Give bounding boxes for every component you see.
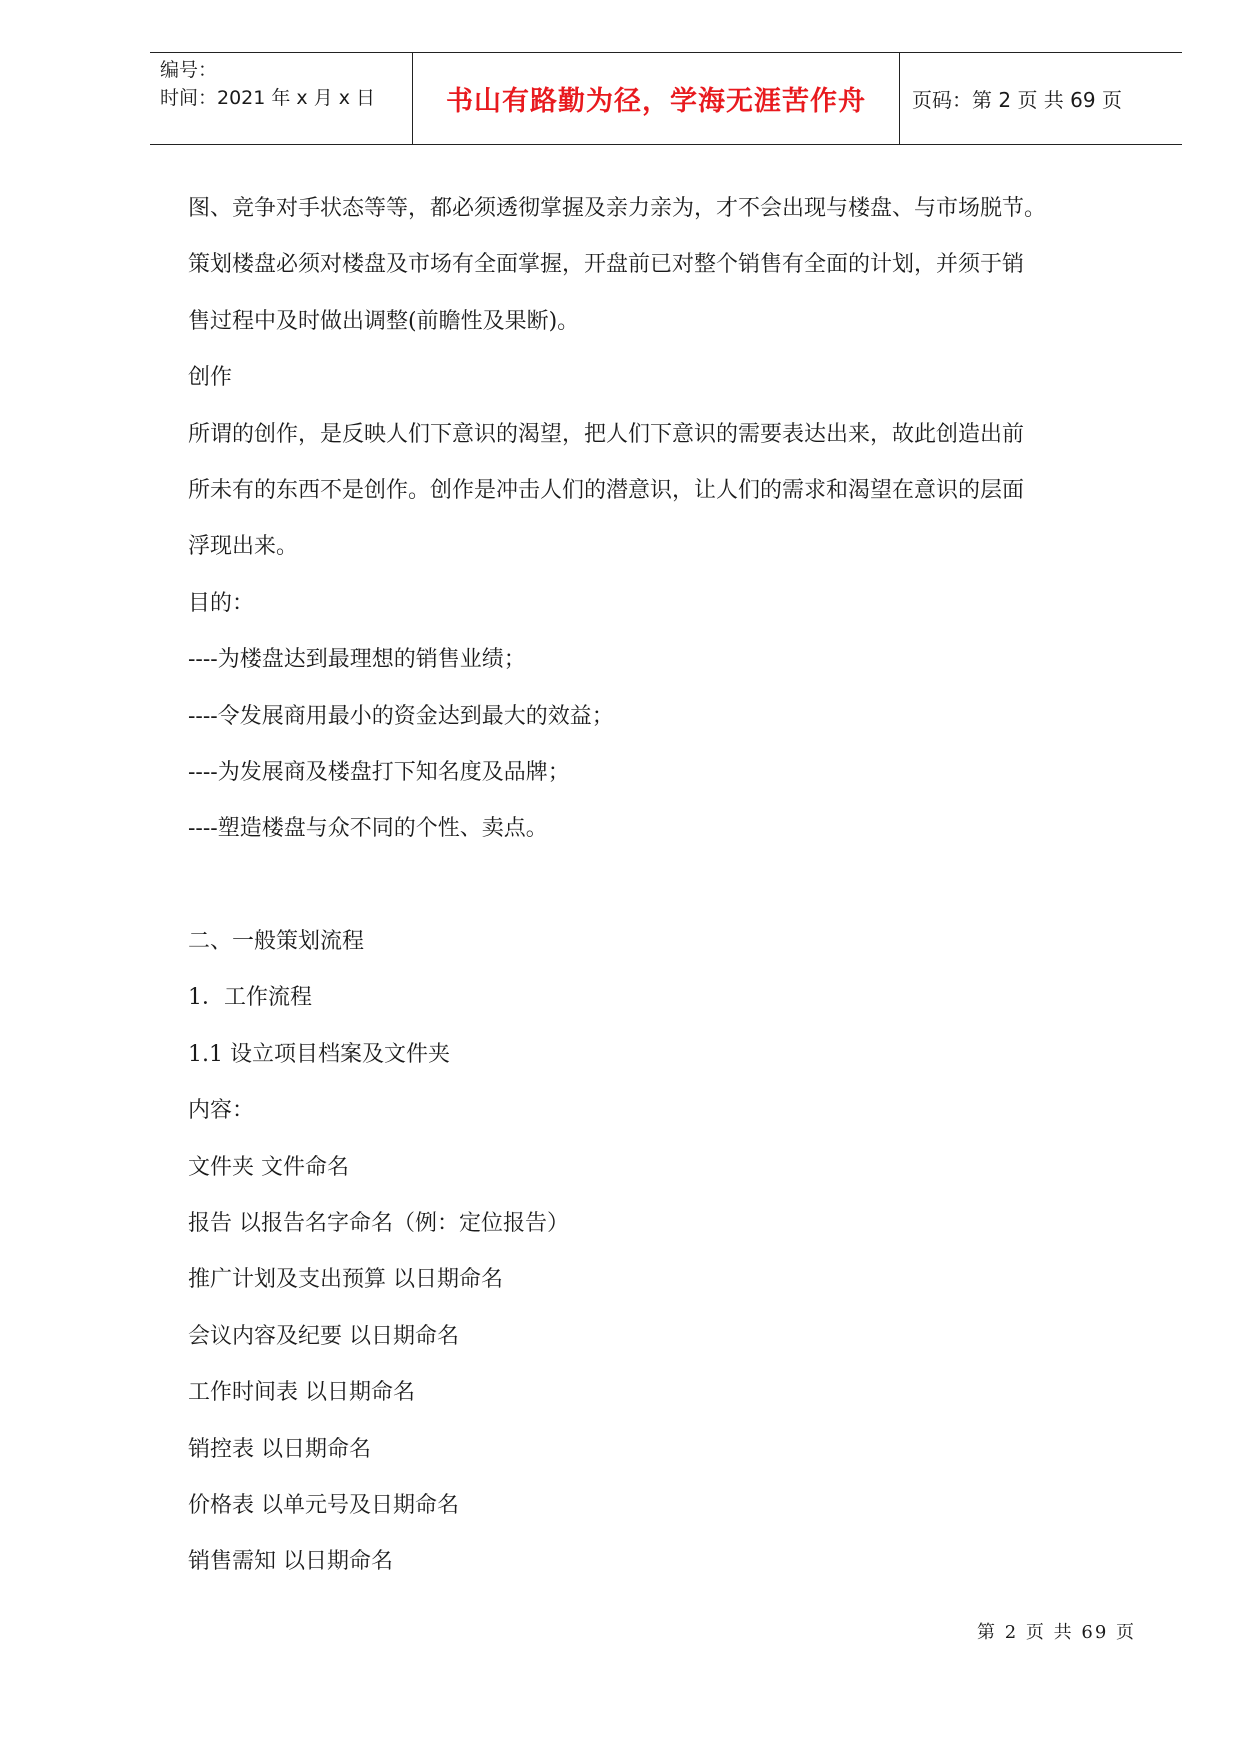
- document-time-label: 时间：2021 年 x 月 x 日: [160, 87, 376, 109]
- purpose-item: ----为发展商及楼盘打下知名度及品牌；: [188, 759, 570, 785]
- file-naming-row: 文件夹 文件命名: [188, 1154, 349, 1180]
- section-heading-purpose: 目的：: [188, 590, 255, 616]
- header-page-info: 页码：第 2 页 共 69 页: [912, 88, 1122, 112]
- file-naming-row: 销控表 以日期命名: [188, 1436, 371, 1462]
- purpose-item: ----塑造楼盘与众不同的个性、卖点。: [188, 816, 548, 842]
- file-naming-row: 推广计划及支出预算 以日期命名: [188, 1267, 503, 1293]
- content-label: 内容：: [188, 1098, 255, 1124]
- document-body: [188, 181, 1178, 1591]
- purpose-item: ----令发展商用最小的资金达到最大的效益；: [188, 703, 614, 729]
- body-line: 所未有的东西不是创作。创作是冲击人们的潜意识，让人们的需求和渴望在意识的层面: [188, 477, 1025, 503]
- header-page-cell: [900, 53, 1182, 144]
- file-naming-row: 报告 以报告名字命名（例：定位报告）: [188, 1211, 569, 1237]
- header-info-cell: [150, 53, 413, 144]
- file-naming-row: 会议内容及纪要 以日期命名: [188, 1323, 459, 1349]
- header-motto-cell: [413, 53, 900, 144]
- file-naming-row: 价格表 以单元号及日期命名: [188, 1492, 459, 1518]
- file-naming-row: 工作时间表 以日期命名: [188, 1380, 415, 1406]
- purpose-item: ----为楼盘达到最理想的销售业绩；: [188, 647, 526, 673]
- paragraph-gap: [188, 858, 1178, 914]
- body-line: 售过程中及时做出调整(前瞻性及果断)。: [188, 308, 580, 334]
- header-motto: 书山有路勤为径，学海无涯苦作舟: [446, 86, 866, 117]
- page-footer: 第 2 页 共 69 页: [977, 1622, 1136, 1643]
- section-heading-creation: 创作: [188, 365, 233, 391]
- page-header: [150, 52, 1182, 145]
- file-naming-row: 销售需知 以日期命名: [188, 1549, 393, 1575]
- subsection-heading: 1.1 设立项目档案及文件夹: [188, 1041, 450, 1067]
- body-line: 所谓的创作，是反映人们下意识的渴望，把人们下意识的需要表达出来，故此创造出前: [188, 421, 1025, 447]
- body-line: 策划楼盘必须对楼盘及市场有全面掌握，开盘前已对整个销售有全面的计划，并须于销: [188, 252, 1025, 278]
- body-line: 浮现出来。: [188, 534, 299, 560]
- subsection-heading: 1．工作流程: [188, 985, 312, 1011]
- body-line: 图、竞争对手状态等等，都必须透彻掌握及亲力亲为，才不会出现与楼盘、与市场脱节。: [188, 196, 1047, 221]
- section-heading-process: 二、一般策划流程: [188, 929, 365, 955]
- document-number-label: 编号：: [160, 59, 218, 81]
